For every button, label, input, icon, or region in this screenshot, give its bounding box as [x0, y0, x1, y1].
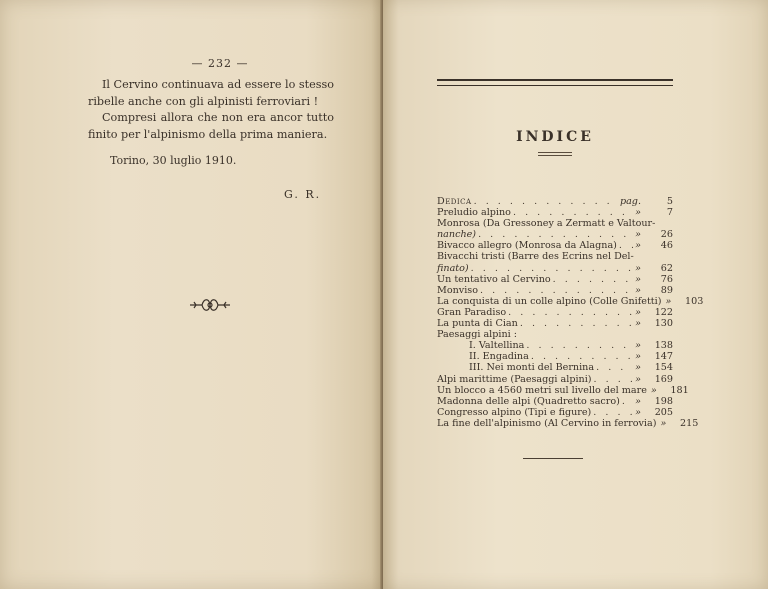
toc-entry-title: Alpi marittime (Paesaggi alpini)	[437, 373, 592, 385]
toc-entry	[437, 396, 673, 407]
toc-entry-ref: »	[635, 362, 641, 374]
toc-entry-ref: »	[660, 417, 667, 429]
toc-entry-title: Gran Paradiso	[437, 306, 507, 318]
toc-entry-title: Bivacco allegro (Monrosa da Alagna)	[437, 240, 617, 252]
closing-text	[88, 77, 334, 143]
toc-entry-page: 76	[660, 273, 673, 285]
toc-entry-page: 138	[654, 340, 673, 352]
toc-entry-ref: »	[635, 318, 641, 330]
toc-entry-page: 62	[660, 262, 673, 274]
toc-entry	[437, 274, 673, 285]
toc-entry-ref: »	[635, 284, 641, 296]
toc-entry	[437, 285, 673, 296]
toc-entry-title: Congresso alpino (Tipi e figure)	[437, 406, 592, 418]
toc-entry	[437, 417, 699, 429]
toc-entry-page: 169	[654, 373, 673, 385]
toc-entry-title: II. Engadina	[469, 351, 529, 363]
table-of-contents	[437, 196, 704, 429]
toc-entry-title: La conquista di un colle alpino (Colle Gnifetti)	[437, 295, 662, 307]
toc-entry-title: Paesaggi alpini :	[437, 329, 517, 341]
toc-entry-ref: »	[635, 229, 641, 241]
toc-entry-page: 89	[660, 284, 673, 296]
toc-entry-page: 198	[654, 395, 673, 407]
toc-entry-title: finato)	[437, 262, 469, 274]
toc-entry-title: Bivacchi tristi (Barre des Ecrins nel Del-	[437, 251, 634, 263]
toc-entry-ref: »	[635, 262, 641, 274]
toc-entry-ref: »	[635, 240, 641, 252]
toc-entry	[437, 340, 673, 351]
toc-entry-ref: »	[665, 295, 672, 307]
toc-entry	[437, 384, 689, 396]
toc-entry-title: La punta di Cian	[437, 318, 518, 330]
toc-entry-title: Dedica	[437, 196, 472, 207]
toc-entry-page: 205	[654, 406, 673, 418]
toc-entry-page: 7	[666, 207, 673, 219]
toc-entry-ref: »	[635, 273, 641, 285]
toc-entry	[437, 207, 673, 218]
toc-entry	[437, 374, 673, 385]
toc-entry-title: Monrosa (Da Gressoney a Zermatt e Valtour-	[437, 218, 656, 230]
toc-entry	[437, 318, 673, 329]
toc-entry-title: Madonna delle alpi (Quadretto sacro)	[437, 395, 620, 407]
page-number: — 232 —	[191, 57, 249, 70]
toc-entry-title: Monviso	[437, 284, 478, 296]
toc-entry-page: 215	[680, 417, 699, 429]
toc-entry-title: Un blocco a 4560 metri sul livello del mare	[437, 384, 647, 396]
toc-entry	[437, 196, 673, 207]
paragraph-2: Compresi allora che non era ancor tutto finito per l'alpinismo della prima maniera.	[88, 111, 334, 141]
toc-entry-page: 147	[654, 351, 673, 363]
toc-entry	[437, 263, 673, 274]
toc-entry	[437, 329, 673, 340]
toc-entry-page: 130	[654, 318, 673, 330]
header-rule	[437, 79, 673, 86]
toc-entry-page: 26	[660, 229, 673, 241]
toc-entry-ref: »	[650, 384, 657, 396]
date-line: Torino, 30 luglio 1910.	[110, 154, 237, 167]
toc-entry-ref: »	[635, 395, 641, 407]
toc-entry	[437, 407, 673, 418]
toc-entry-ref: »	[635, 340, 641, 352]
toc-entry-ref: pag.	[619, 196, 641, 207]
toc-entry	[437, 295, 704, 307]
toc-entry-page: 46	[660, 240, 673, 252]
toc-entry	[437, 240, 673, 251]
toc-entry	[437, 251, 673, 262]
ornament-icon	[188, 294, 232, 316]
toc-entry-ref: »	[635, 207, 641, 219]
author-initials: G. R.	[284, 188, 322, 201]
toc-entry-page: 122	[654, 306, 673, 318]
toc-entry-ref: »	[635, 373, 641, 385]
heading-underline	[538, 152, 572, 158]
toc-entry-page: 103	[685, 295, 704, 307]
toc-entry	[437, 307, 673, 318]
index-heading: INDICE	[516, 129, 594, 145]
toc-entry-ref: »	[635, 306, 641, 318]
toc-entry-page: 154	[654, 362, 673, 374]
toc-entry	[437, 218, 673, 229]
paragraph-1: Il Cervino continuava ad essere lo stesso ribelle anche con gli alpinisti ferroviari !	[88, 78, 334, 108]
toc-entry	[437, 229, 673, 240]
toc-entry	[437, 351, 673, 362]
toc-entry-ref: »	[635, 351, 641, 363]
left-page	[0, 0, 383, 589]
toc-entry-title: La fine dell'alpinismo (Al Cervino in ferrovia)	[437, 417, 657, 429]
toc-entry-ref: »	[635, 406, 641, 418]
toc-entry-title: Preludio alpino	[437, 207, 511, 219]
toc-entry-title: Un tentativo al Cervino	[437, 273, 551, 285]
toc-entry-page: 181	[670, 384, 689, 396]
toc-entry-title: III. Nei monti del Bernina	[469, 362, 595, 374]
toc-entry-title: I. Valtellina	[469, 340, 525, 352]
toc-entry-title: nanche)	[437, 229, 477, 241]
toc-entry	[437, 362, 673, 373]
end-rule	[523, 458, 583, 459]
toc-entry-page: 5	[666, 196, 673, 207]
